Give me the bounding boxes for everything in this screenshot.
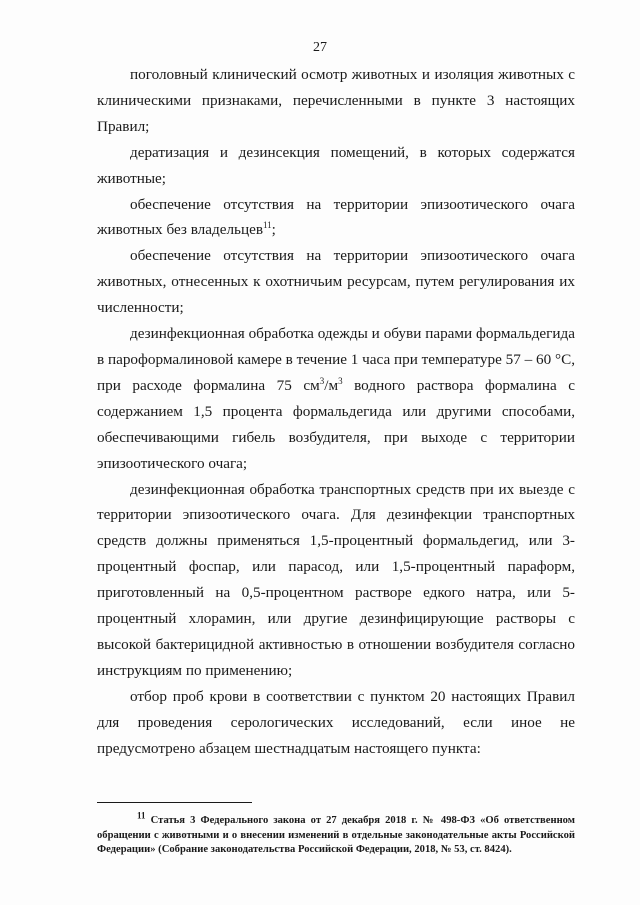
page-number: 27 xyxy=(313,40,327,55)
paragraph xyxy=(97,684,575,762)
footnote-body: Статья 3 Федерального закона от 27 декабря 2018 г. № 498-ФЗ «Об ответственном обращении с животными и о внесении изменений в отдельные законодательные акты Российской Федерации» (Собрание законодательства Российской Федерации, 2018, № 53, ст. 8424). xyxy=(97,815,575,855)
footnote-text xyxy=(97,810,575,858)
paragraph xyxy=(97,140,575,192)
footnote-separator xyxy=(97,802,252,803)
footnote-marker: 11 xyxy=(137,810,146,821)
paragraph xyxy=(97,62,575,140)
footnote xyxy=(97,810,575,858)
paragraph-text: ; xyxy=(271,221,276,239)
paragraph xyxy=(97,243,575,321)
paragraph-text: обеспечение отсутствия на территории эпизоотического очага животных без владельцев xyxy=(97,195,575,239)
paragraph-text: обеспечение отсутствия на территории эпизоотического очага животных, отнесенных к охотничьим ресурсам, путем регулирования их численности; xyxy=(97,247,575,317)
paragraph-text: дезинфекционная обработка транспортных средств при их выезде с территории эпизоотического очага. Для дезинфекции транспортных средств должны применяться 1,5-процентный формальдегид, или 3-процентный фоспар, или парасод, или 1,5-процентный параформ, приготовленный на 0,5-процентном растворе едкого натра, или 5-процентный хлорамин, или другие дезинфицирующие растворы с высокой бактерицидной активностью в отношении возбудителя согласно инструкциям по применению; xyxy=(97,480,575,679)
paragraph-text: /м xyxy=(324,376,339,394)
paragraph-text: дератизация и дезинсекция помещений, в которых содержатся животные; xyxy=(97,143,575,187)
paragraph-text: отбор проб крови в соответствии с пунктом 20 настоящих Правил для проведения серологических исследований, если иное не предусмотрено абзацем шестнадцатым настоящего пункта: xyxy=(97,687,575,757)
paragraph xyxy=(97,477,575,684)
body-text xyxy=(97,62,575,761)
paragraph xyxy=(97,192,575,244)
footnote-reference: 11 xyxy=(263,220,272,231)
paragraph-text: водного раствора формалина с содержанием 1,5 процента формальдегида или другими способами, обеспечивающими гибель возбудителя, при выходе с территории эпизоотического очага; xyxy=(97,376,575,472)
superscript: 3 xyxy=(319,375,325,386)
superscript: 3 xyxy=(338,375,343,386)
paragraph xyxy=(97,321,575,476)
paragraph-text: поголовный клинический осмотр животных и изоляция животных с клиническими признаками, перечисленными в пункте 3 настоящих Правил; xyxy=(97,66,575,135)
paragraph-text: дезинфекционная обработка одежды и обуви парами формальдегида в пароформалиновой камере в течение 1 часа при температуре 57 – 60 °С, при расходе формалина 75 см xyxy=(97,325,575,394)
